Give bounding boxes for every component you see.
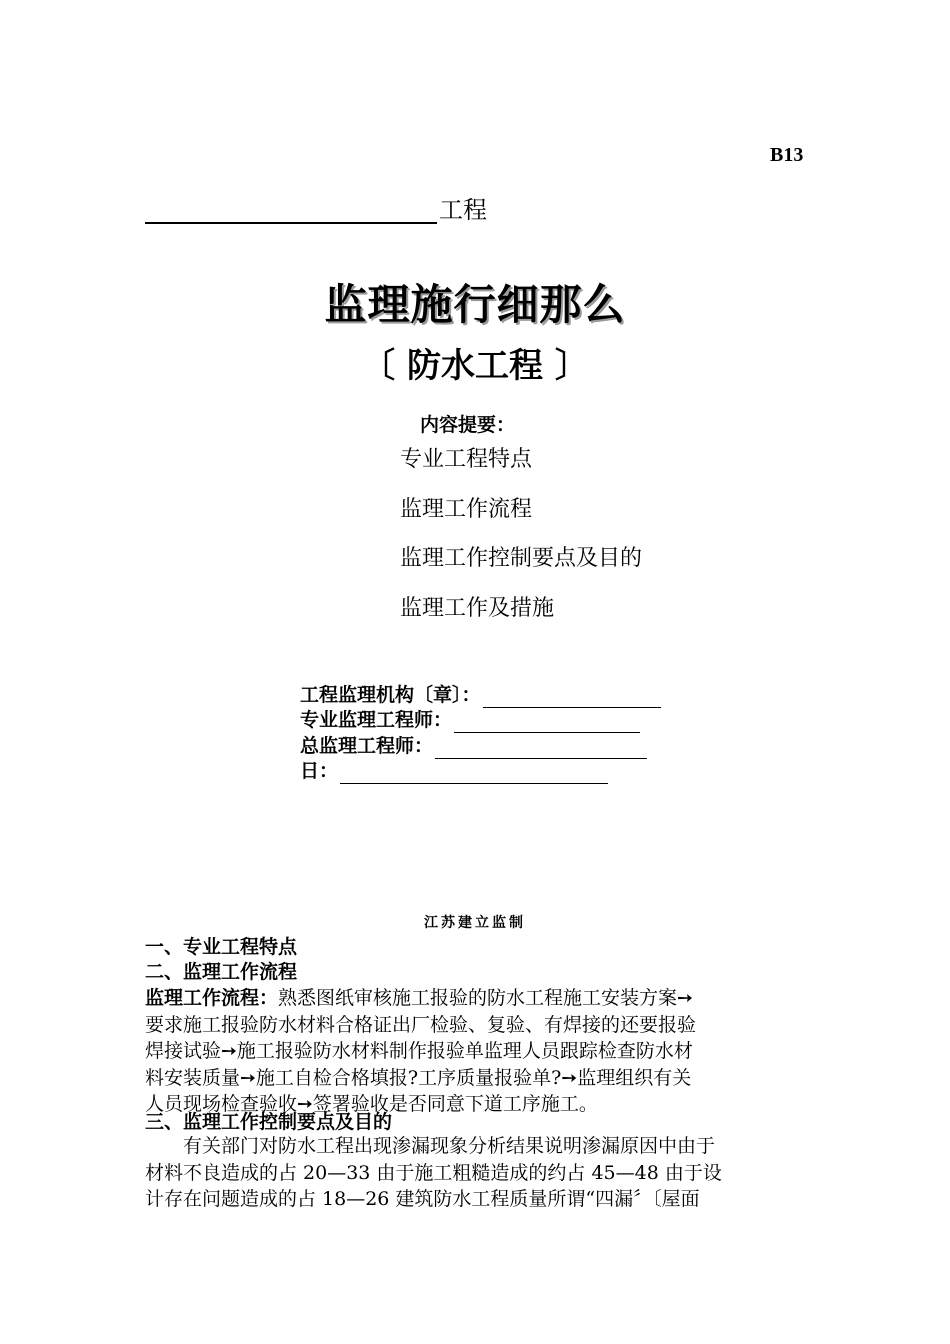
section-3-heading: 三、监理工作控制要点及目的 bbox=[145, 1111, 393, 1133]
summary-item: 监理工作控制要点及目的 bbox=[400, 546, 643, 571]
sign-chief-row bbox=[300, 733, 661, 759]
signature-block bbox=[300, 682, 661, 784]
paragraph-line: 有关部门对防水工程出现渗漏现象分析结果说明渗漏原因中由于 bbox=[183, 1135, 716, 1157]
sign-chief-blank[interactable] bbox=[435, 738, 647, 759]
sign-org-row bbox=[300, 682, 661, 708]
issuer-name: 江苏建立监制 bbox=[424, 915, 526, 931]
project-name-line bbox=[145, 196, 487, 224]
sign-specialist-label: 专业监理工程师： bbox=[300, 709, 453, 731]
section-2-heading: 二、监理工作流程 bbox=[145, 961, 298, 983]
sign-date-blank[interactable] bbox=[340, 763, 608, 784]
summary-label: 内容提要： bbox=[420, 414, 516, 436]
paragraph-line bbox=[145, 985, 807, 1012]
paragraph-text: 熟悉图纸审核施工报验的防水工程施工安装方案➙ bbox=[278, 987, 693, 1009]
sign-date-row bbox=[300, 759, 661, 785]
sign-specialist-blank[interactable] bbox=[454, 712, 640, 733]
paragraph-line: 要求施工报验防水材料合格证出厂检验、复验、有焊接的还要报验 bbox=[145, 1013, 697, 1036]
summary-item: 监理工作及措施 bbox=[400, 595, 555, 621]
sign-org-label: 工程监理机构〔章〕： bbox=[300, 683, 481, 706]
section-1-heading: 一、专业工程特点 bbox=[145, 936, 298, 958]
summary-item: 监理工作流程 bbox=[400, 496, 533, 522]
main-title: 监理施行细那么 bbox=[324, 280, 626, 329]
paragraph-lead: 监理工作流程： bbox=[145, 987, 279, 1009]
sign-chief-label: 总监理工程师： bbox=[300, 734, 434, 757]
summary-list bbox=[400, 444, 642, 642]
project-suffix: 工程 bbox=[439, 196, 487, 224]
paragraph-line: 人员现场检查验收➙签署验收是否同意下道工序施工。 bbox=[145, 1093, 598, 1115]
sign-specialist-row bbox=[300, 708, 661, 734]
sub-title: 〔 防水工程 〕 bbox=[361, 346, 589, 386]
paragraph-line: 焊接试验➙施工报验防水材料制作报验单监理人员跟踪检查防水材 bbox=[145, 1040, 693, 1062]
section-3-paragraph bbox=[145, 1133, 807, 1213]
project-name-blank[interactable] bbox=[145, 196, 437, 224]
summary-item: 专业工程特点 bbox=[400, 447, 533, 472]
paragraph-line: 计存在问题造成的占 18—26 建筑防水工程质量所谓“四漏〞〔屋面 bbox=[145, 1188, 700, 1210]
sign-date-label: 日： bbox=[300, 760, 339, 782]
paragraph-line: 材料不良造成的占 20—33 由于施工粗糙造成的约占 45—48 由于设 bbox=[145, 1161, 722, 1184]
section-2-paragraph bbox=[145, 985, 807, 1118]
document-code: B13 bbox=[770, 144, 804, 166]
paragraph-line: 料安装质量➙施工自检合格填报?工序质量报验单?➙监理组织有关 bbox=[145, 1066, 692, 1089]
sign-org-blank[interactable] bbox=[483, 687, 661, 708]
